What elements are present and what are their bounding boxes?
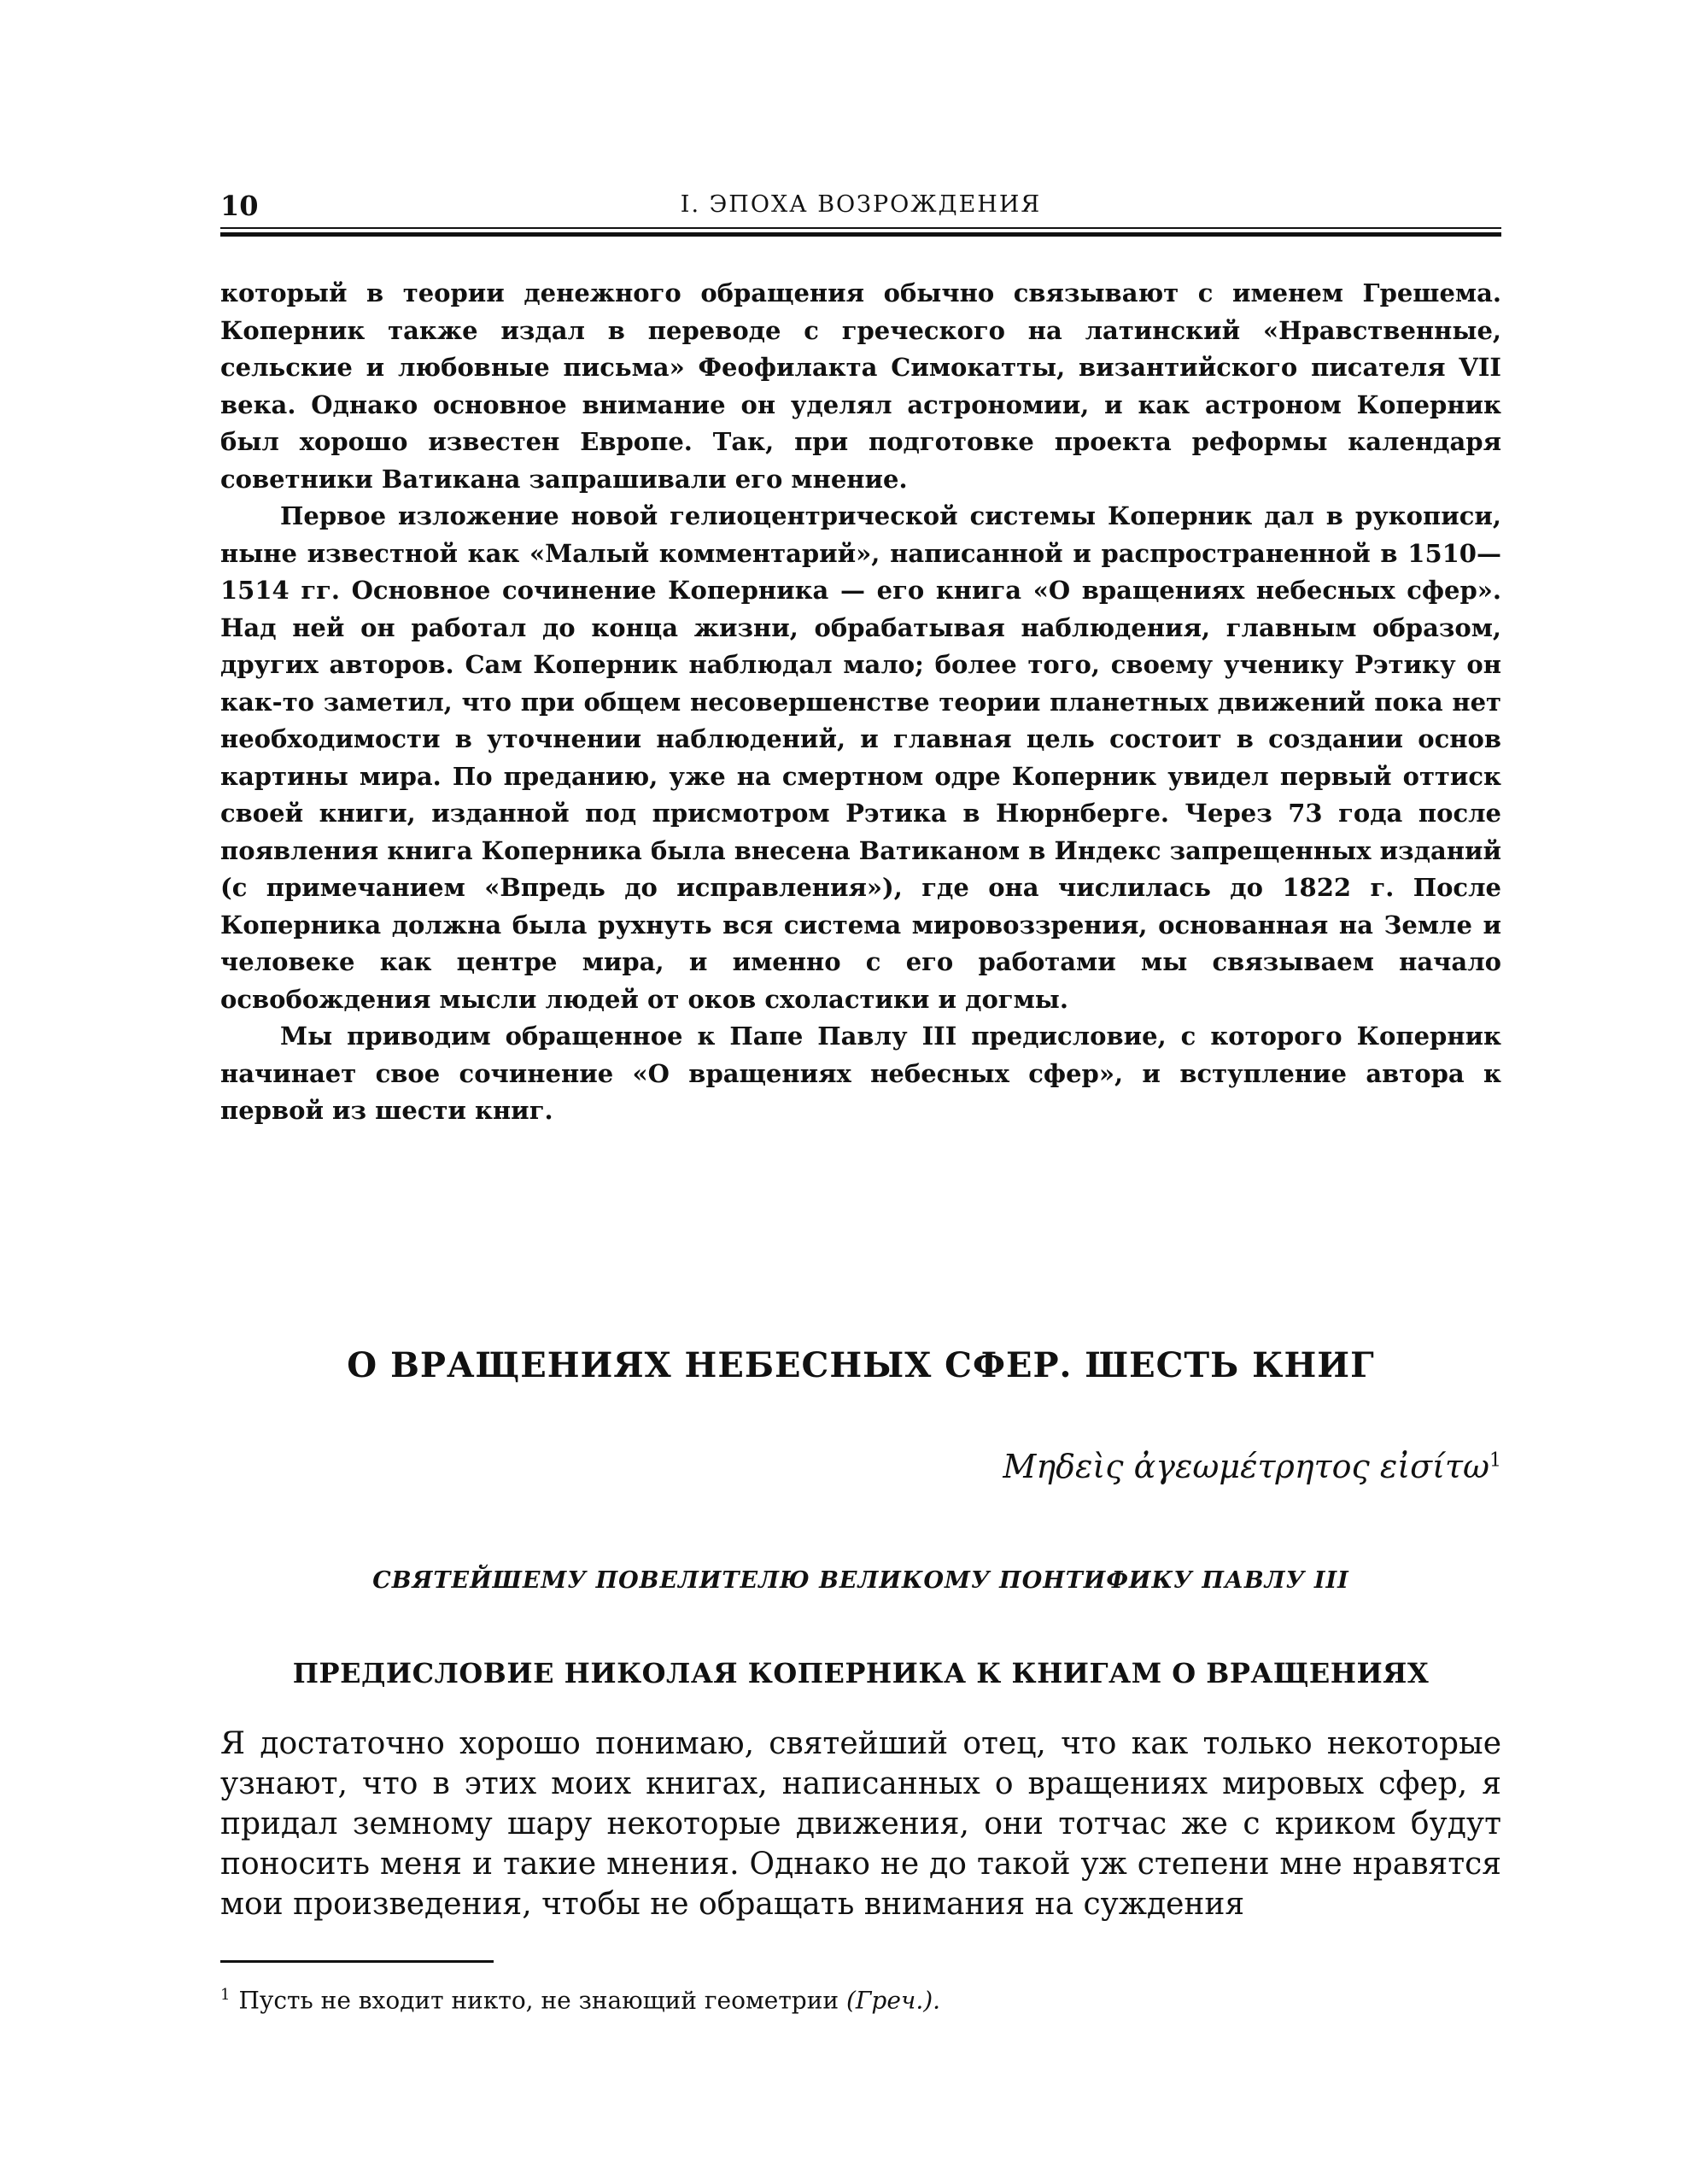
intro-paragraph: который в теории денежного обращения обычно связывают с именем Грешема. Коперник также издал в переводе с греческого на латинский «Нравственные, сельские и любовные письма» Феофилакта Симокатты, византийского писателя VII века. Однако основное внимание он уделял астрономии, и как астроном Коперник был хорошо известен Европе. Так, при подготовке проекта реформы календаря советники Ватикана запрашивали его мнение.	[220, 278, 1501, 494]
dedication: СВЯТЕЙШЕМУ ПОВЕЛИТЕЛЮ ВЕЛИКОМУ ПОНТИФИКУ ПАВЛУ III	[372, 1567, 1349, 1594]
footnote-text: Пусть не входит никто, не знающий геометрии	[238, 1986, 839, 2015]
page-number: 10	[220, 190, 259, 222]
footnote	[220, 1986, 1501, 2014]
running-head	[220, 190, 1501, 227]
footnote-mark: 1	[220, 1986, 231, 2004]
epigraph-footnote-mark: 1	[1489, 1449, 1501, 1472]
preface-paragraph: Я достаточно хорошо понимаю, святейший отец, что как только некоторые узнают, что в этих моих книгах, написанных о вращениях мировых сфер, я придал земному шару некоторые движения, они тотчас же с криком будут поносить меня и такие мнения. Однако не до такой уж степени мне нравятся мои произведения, чтобы не обращать внимания на суждения	[220, 1726, 1501, 1922]
running-title: I. ЭПОХА ВОЗРОЖДЕНИЯ	[680, 191, 1042, 218]
intro-paragraph: Первое изложение новой гелиоцентрической системы Коперник дал в рукописи, ныне известной как «Малый комментарий», написанной и распространенной в 1510—1514 гг. Основное сочинение Коперника — его книга «О вращениях небесных сфер». Над ней он работал до конца жизни, обрабатывая наблюдения, главным образом, других авторов. Сам Коперник наблюдал мало; более того, своему ученику Рэтику он как-то заметил, что при общем несовершенстве теории планетных движений пока нет необходимости в уточнении наблюдений, и главная цель состоит в создании основ картины мира. По преданию, уже на смертном одре Коперник увидел первый оттиск своей книги, изданной под присмотром Рэтика в Нюрнберге. Через 73 года после появления книга Коперника была внесена Ватиканом в Индекс запрещенных изданий (с примечанием «Впредь до исправления»), где она числилась до 1822 г. После Коперника должна была рухнуть вся система мировоззрения, основанная на Земле и человеке как центре мира, и именно с его работами мы связываем начало освобождения мысли людей от оков схоластики и догмы.	[220, 501, 1501, 1014]
footnote-rule	[220, 1960, 494, 1963]
header-rule-thick	[220, 232, 1501, 237]
greek-epigraph	[939, 1448, 1501, 1485]
section-title: О ВРАЩЕНИЯХ НЕБЕСНЫХ СФЕР. ШЕСТЬ КНИГ	[347, 1345, 1375, 1385]
preface-body	[220, 1724, 1501, 1924]
footnote-source: (Греч.).	[845, 1986, 941, 2015]
header-rule-thin	[220, 227, 1501, 229]
intro-text	[220, 275, 1501, 1130]
epigraph-text: Μηδεὶς ἀγεωμέτρητος εἰσίτω	[1003, 1448, 1489, 1485]
preface-title: ПРЕДИСЛОВИЕ НИКОЛАЯ КОПЕРНИКА К КНИГАМ О ВРАЩЕНИЯХ	[292, 1657, 1430, 1689]
intro-paragraph: Мы приводим обращенное к Папе Павлу III предисловие, с которого Коперник начинает свое сочинение «О вращениях небесных сфер», и вступление автора к первой из шести книг.	[220, 1022, 1501, 1125]
